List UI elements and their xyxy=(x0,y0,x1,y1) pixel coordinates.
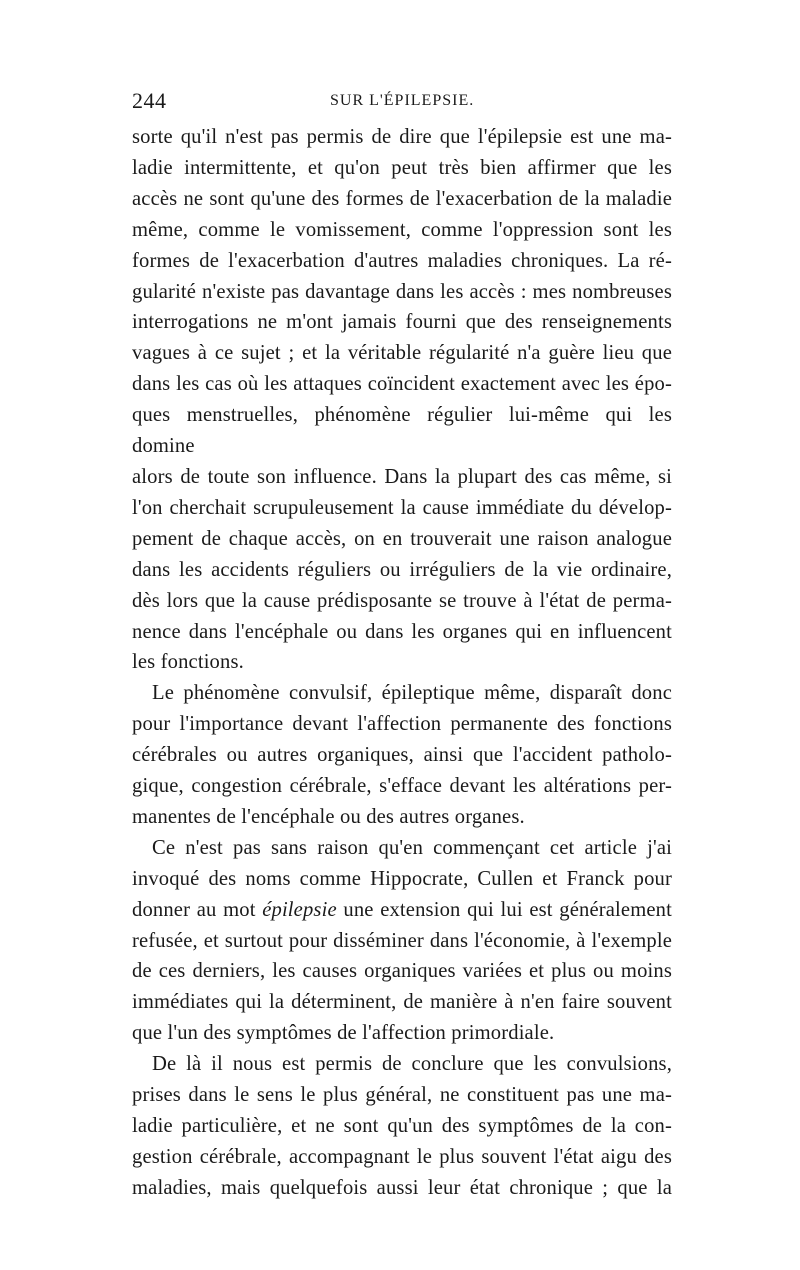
text-line: les fonctions. xyxy=(132,651,244,674)
page-number: 244 xyxy=(132,88,167,113)
text-line: manentes de l'encéphale ou des autres organes. xyxy=(132,805,525,828)
italic-term: épilepsie xyxy=(262,898,337,921)
text-line: refusée, et surtout pour disséminer dans l'économie, à l'exemple xyxy=(132,929,672,952)
text-line: vagues à ce sujet ; et la véritable régularité n'a guère lieu que xyxy=(132,342,672,365)
book-page xyxy=(132,88,672,1204)
running-title: SUR L'ÉPILEPSIE. xyxy=(330,92,475,109)
text-line: sorte qu'il n'est pas permis de dire que l'épilepsie est une ma- xyxy=(132,126,672,148)
text-line: cérébrales ou autres organiques, ainsi que l'accident patholo- xyxy=(132,744,672,767)
text-line: prises dans le sens le plus général, ne constituent pas une ma- xyxy=(132,1084,672,1107)
text-line: ques menstruelles, phénomène régulier lui-même qui les domine xyxy=(132,404,672,458)
text-line: de ces derniers, les causes organiques variées et plus ou moins xyxy=(132,960,672,983)
text-line: même, comme le vomissement, comme l'oppression sont les xyxy=(132,218,672,241)
text-line: nence dans l'encéphale ou dans les organes qui en influencent xyxy=(132,620,672,643)
text-line: gularité n'existe pas davantage dans les accès : mes nombreuses xyxy=(132,280,672,303)
text-line: que l'un des symptômes de l'affection primordiale. xyxy=(132,1022,555,1045)
text-line xyxy=(132,895,672,926)
text-line: dès lors que la cause prédisposante se trouve à l'état de perma- xyxy=(132,589,672,612)
text-line: pement de chaque accès, on en trouverait une raison analogue xyxy=(132,527,672,550)
text-line: gique, congestion cérébrale, s'efface devant les altérations per- xyxy=(132,775,672,798)
text-line: accès ne sont qu'une des formes de l'exacerbation de la maladie xyxy=(132,187,672,210)
text-line: immédiates qui la déterminent, de manière à n'en faire souvent xyxy=(132,991,672,1014)
text-line: Le phénomène convulsif, épileptique même, disparaît donc xyxy=(152,682,672,705)
text-line: ladie particulière, et ne sont qu'un des symptômes de la con- xyxy=(132,1115,672,1137)
text-line: dans les accidents réguliers ou irréguliers de la vie ordinaire, xyxy=(132,558,672,581)
text-line: maladies, mais quelquefois aussi leur état chronique ; que la xyxy=(132,1176,672,1199)
body-text xyxy=(132,122,672,1204)
text-line: pour l'importance devant l'affection permanente des fonctions xyxy=(132,713,672,736)
text-line: formes de l'exacerbation d'autres maladies chroniques. La ré- xyxy=(132,249,672,272)
text-line: De là il nous est permis de conclure que les convulsions, xyxy=(152,1053,672,1076)
text-line: Ce n'est pas sans raison qu'en commençant cet article j'ai xyxy=(152,836,672,859)
text-fragment: une extension qui lui est généralement xyxy=(336,898,672,921)
text-line: interrogations ne m'ont jamais fourni que des renseignements xyxy=(132,311,672,334)
text-fragment: donner au mot xyxy=(132,898,263,921)
page-header xyxy=(132,88,672,122)
text-line: invoqué des noms comme Hippocrate, Cullen et Franck pour xyxy=(132,867,672,890)
text-line: gestion cérébrale, accompagnant le plus souvent l'état aigu des xyxy=(132,1145,672,1168)
text-line: l'on cherchait scrupuleusement la cause immédiate du dévelop- xyxy=(132,496,672,519)
text-line: alors de toute son influence. Dans la plupart des cas même, si xyxy=(132,465,672,488)
text-line: ladie intermittente, et qu'on peut très bien affirmer que les xyxy=(132,156,672,179)
text-line: dans les cas où les attaques coïncident exactement avec les épo- xyxy=(132,373,672,396)
